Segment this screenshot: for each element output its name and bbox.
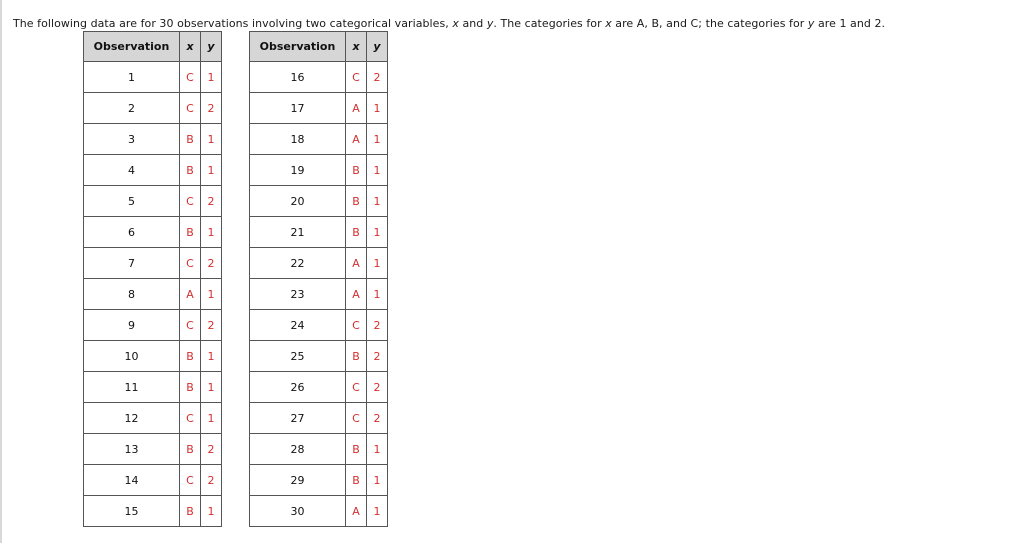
x-value-cell: B xyxy=(180,124,201,155)
observation-cell: 25 xyxy=(250,341,346,372)
x-header: x xyxy=(180,32,201,62)
observation-cell: 3 xyxy=(84,124,180,155)
y-value-cell: 1 xyxy=(201,403,222,434)
table-row xyxy=(250,465,388,496)
observation-header: Observation xyxy=(84,32,180,62)
table-row xyxy=(250,62,388,93)
table-row xyxy=(250,217,388,248)
y-value-cell: 2 xyxy=(201,186,222,217)
table-row xyxy=(250,124,388,155)
table-header-row xyxy=(250,32,388,62)
y-value-cell: 1 xyxy=(201,496,222,527)
x-value-cell: B xyxy=(180,372,201,403)
observation-cell: 13 xyxy=(84,434,180,465)
observations-table-1-15 xyxy=(83,31,222,527)
table-row xyxy=(250,310,388,341)
x-header: x xyxy=(346,32,367,62)
observation-cell: 30 xyxy=(250,496,346,527)
x-value-cell: B xyxy=(346,341,367,372)
y-value-cell: 2 xyxy=(367,341,388,372)
y-value-cell: 1 xyxy=(201,372,222,403)
table-row xyxy=(250,496,388,527)
y-value-cell: 1 xyxy=(201,341,222,372)
intro-var-y-2: y xyxy=(807,17,815,30)
observation-cell: 17 xyxy=(250,93,346,124)
intro-part-2: and xyxy=(458,17,487,30)
observation-cell: 14 xyxy=(84,465,180,496)
y-value-cell: 1 xyxy=(201,124,222,155)
y-value-cell: 1 xyxy=(367,155,388,186)
table-row xyxy=(84,124,222,155)
table-row xyxy=(250,248,388,279)
x-value-cell: A xyxy=(180,279,201,310)
x-value-cell: A xyxy=(346,124,367,155)
x-value-cell: C xyxy=(180,403,201,434)
observation-cell: 7 xyxy=(84,248,180,279)
y-value-cell: 1 xyxy=(367,93,388,124)
table-row xyxy=(250,434,388,465)
observation-cell: 21 xyxy=(250,217,346,248)
observation-cell: 15 xyxy=(84,496,180,527)
observation-cell: 11 xyxy=(84,372,180,403)
x-value-cell: C xyxy=(346,62,367,93)
x-value-cell: B xyxy=(346,434,367,465)
table-row xyxy=(250,279,388,310)
x-value-cell: B xyxy=(180,496,201,527)
table-row xyxy=(84,217,222,248)
table-header-row xyxy=(84,32,222,62)
y-value-cell: 2 xyxy=(201,465,222,496)
observation-cell: 22 xyxy=(250,248,346,279)
y-value-cell: 1 xyxy=(367,217,388,248)
x-value-cell: A xyxy=(346,496,367,527)
intro-part-1: The following data are for 30 observations involving two categorical variables, xyxy=(13,17,453,30)
table-row xyxy=(250,403,388,434)
y-value-cell: 1 xyxy=(367,279,388,310)
observation-cell: 8 xyxy=(84,279,180,310)
y-value-cell: 1 xyxy=(201,217,222,248)
table-row xyxy=(84,403,222,434)
y-header: y xyxy=(367,32,388,62)
y-value-cell: 1 xyxy=(367,496,388,527)
x-value-cell: C xyxy=(346,372,367,403)
y-value-cell: 2 xyxy=(367,403,388,434)
x-value-cell: B xyxy=(346,155,367,186)
x-value-cell: C xyxy=(346,403,367,434)
table-row xyxy=(84,155,222,186)
observation-header: Observation xyxy=(250,32,346,62)
observation-cell: 20 xyxy=(250,186,346,217)
table-row xyxy=(250,341,388,372)
y-value-cell: 2 xyxy=(367,372,388,403)
intro-part-5: are 1 and 2. xyxy=(814,17,886,30)
y-value-cell: 1 xyxy=(367,465,388,496)
table-row xyxy=(250,186,388,217)
observation-cell: 24 xyxy=(250,310,346,341)
y-value-cell: 2 xyxy=(367,310,388,341)
y-value-cell: 2 xyxy=(201,248,222,279)
table-row xyxy=(84,248,222,279)
x-value-cell: C xyxy=(180,465,201,496)
x-value-cell: B xyxy=(180,434,201,465)
x-value-cell: C xyxy=(180,93,201,124)
y-value-cell: 1 xyxy=(201,279,222,310)
y-header: y xyxy=(201,32,222,62)
intro-var-x: x xyxy=(452,17,459,30)
table-row xyxy=(84,372,222,403)
observation-cell: 2 xyxy=(84,93,180,124)
y-value-cell: 1 xyxy=(367,186,388,217)
observation-cell: 1 xyxy=(84,62,180,93)
x-value-cell: C xyxy=(180,186,201,217)
table-row xyxy=(84,93,222,124)
y-value-cell: 2 xyxy=(367,62,388,93)
x-value-cell: B xyxy=(180,155,201,186)
x-value-cell: B xyxy=(346,465,367,496)
intro-var-x-2: x xyxy=(605,17,612,30)
table-row xyxy=(84,434,222,465)
x-value-cell: C xyxy=(180,62,201,93)
observation-cell: 10 xyxy=(84,341,180,372)
observation-cell: 16 xyxy=(250,62,346,93)
observation-cell: 18 xyxy=(250,124,346,155)
x-value-cell: A xyxy=(346,279,367,310)
observation-cell: 12 xyxy=(84,403,180,434)
y-value-cell: 2 xyxy=(201,310,222,341)
intro-part-3: . The categories for xyxy=(493,17,606,30)
x-value-cell: C xyxy=(346,310,367,341)
x-value-cell: B xyxy=(180,217,201,248)
observation-cell: 5 xyxy=(84,186,180,217)
y-value-cell: 1 xyxy=(367,434,388,465)
intro-text xyxy=(13,17,885,30)
x-value-cell: C xyxy=(180,310,201,341)
observation-cell: 27 xyxy=(250,403,346,434)
intro-part-4: are A, B, and C; the categories for xyxy=(611,17,808,30)
observation-cell: 29 xyxy=(250,465,346,496)
table-row xyxy=(84,186,222,217)
y-value-cell: 2 xyxy=(201,434,222,465)
y-value-cell: 2 xyxy=(201,93,222,124)
y-value-cell: 1 xyxy=(367,124,388,155)
table-row xyxy=(84,62,222,93)
left-page-rule xyxy=(0,0,2,543)
y-value-cell: 1 xyxy=(201,155,222,186)
observation-cell: 6 xyxy=(84,217,180,248)
observation-cell: 4 xyxy=(84,155,180,186)
x-value-cell: A xyxy=(346,248,367,279)
observation-cell: 19 xyxy=(250,155,346,186)
y-value-cell: 1 xyxy=(367,248,388,279)
observation-cell: 26 xyxy=(250,372,346,403)
intro-var-y: y xyxy=(486,17,494,30)
table-row xyxy=(84,496,222,527)
y-value-cell: 1 xyxy=(201,62,222,93)
observation-cell: 23 xyxy=(250,279,346,310)
observation-cell: 28 xyxy=(250,434,346,465)
table-row xyxy=(84,279,222,310)
x-value-cell: B xyxy=(180,341,201,372)
x-value-cell: C xyxy=(180,248,201,279)
table-row xyxy=(250,155,388,186)
table-row xyxy=(84,465,222,496)
table-row xyxy=(250,372,388,403)
x-value-cell: B xyxy=(346,217,367,248)
table-row xyxy=(84,341,222,372)
observations-table-16-30 xyxy=(249,31,388,527)
table-row xyxy=(84,310,222,341)
x-value-cell: A xyxy=(346,93,367,124)
observation-cell: 9 xyxy=(84,310,180,341)
x-value-cell: B xyxy=(346,186,367,217)
table-row xyxy=(250,93,388,124)
